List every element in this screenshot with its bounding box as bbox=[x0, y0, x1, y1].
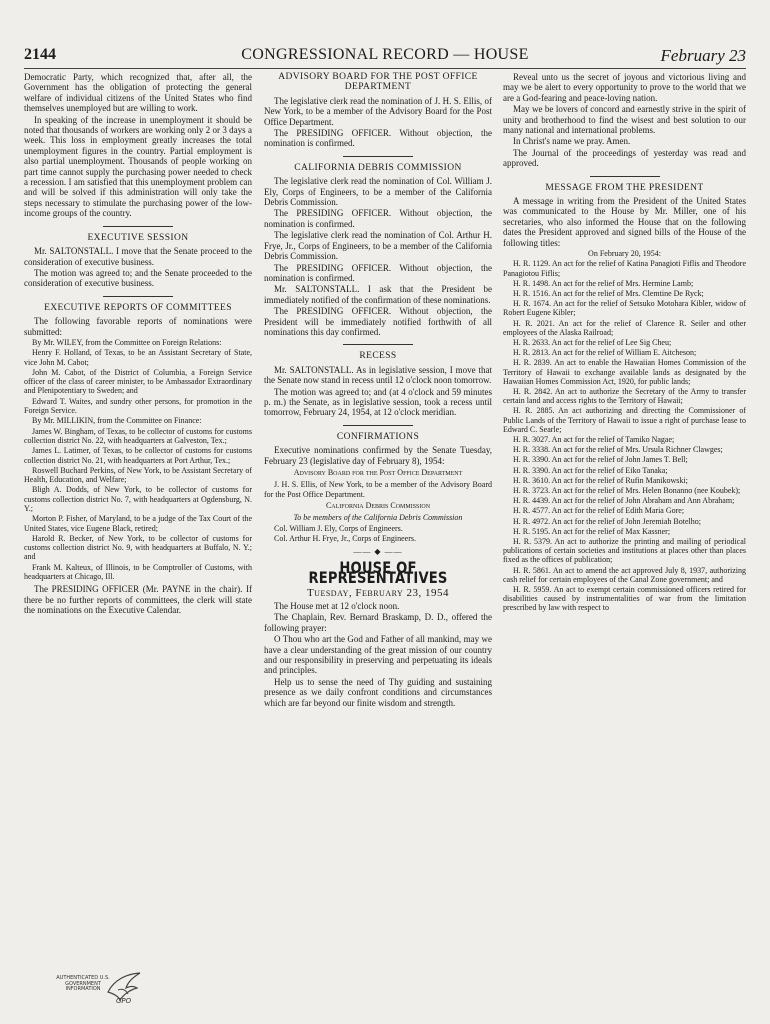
bill-item: H. R. 3610. An act for the relief of Rufin Manikowski; bbox=[513, 475, 688, 485]
column-left bbox=[24, 72, 252, 964]
bill-item: H. R. 2633. An act for the relief of Lee Sig Cheu; bbox=[513, 337, 672, 347]
bill-item: H. R. 1516. An act for the relief of Mrs. Clemtine De Ryck; bbox=[513, 288, 704, 298]
bills-list bbox=[503, 249, 746, 613]
column-middle bbox=[264, 72, 492, 964]
paragraph: The legislative clerk read the nomination of Col. William J. Ely, Corps of Engineers, to be a member of the California Debris Commission. bbox=[264, 176, 492, 208]
paragraph: The legislative clerk read the nomination of Col. Arthur H. Frye, Jr., Corps of Engineers, to be a member of the California Debris Commission. bbox=[264, 230, 492, 262]
bills-date: On February 20, 1954: bbox=[588, 249, 661, 259]
paragraph: Help us to sense the need of Thy guiding and sustaining presence as we daily confront conditions and circumstances which are far beyond our finite wisdom and strength. bbox=[264, 676, 492, 708]
page-number: 2144 bbox=[24, 46, 56, 63]
confirmation-subheading: California Debris Commission bbox=[325, 501, 431, 510]
nomination-item: John M. Cabot, of the District of Columbia, a Foreign Service officer of the class of career minister, to be Ambassador Extraordinary and Plenipotentiary to Sweden; and bbox=[24, 367, 252, 396]
nomination-item: James L. Latimer, of Texas, to be collector of customs for customs collection district No. 21, with headquarters at Port Arthur, Tex.; bbox=[24, 446, 252, 465]
section-heading: EXECUTIVE REPORTS OF COMMITTEES bbox=[44, 302, 232, 313]
paragraph: The motion was agreed to; and (at 4 o'clock and 59 minutes p. m.) the Senate, as in legislative session, took a recess until tomorrow, February 24, 1954, at 12 o'clock meridian. bbox=[264, 386, 492, 418]
bill-item: H. R. 3027. An act for the relief of Tamiko Nagae; bbox=[513, 434, 675, 444]
section-divider bbox=[590, 176, 660, 177]
paragraph: Reveal unto us the secret of joyous and victorious living and may we be alert to every opportunity to prove to the world that we are a God-fearing and peace-loving nation. bbox=[503, 72, 746, 103]
bill-item: H. R. 1674. An act for the relief of Setsuko Motohara Kibler, widow of Robert Eugene Kibler; bbox=[503, 299, 746, 318]
nomination-item: James W. Bingham, of Texas, to be collector of customs for customs collection district No. 22, with headquarters at Galveston, Tex.; bbox=[24, 426, 252, 445]
ornament-divider: —— ◆ —— bbox=[353, 547, 403, 557]
nomination-item: Roswell Buchard Perkins, of New York, to be Assistant Secretary of Health, Education, and Welfare; bbox=[24, 465, 252, 485]
confirmation-item: Col. Arthur H. Frye, Jr., Corps of Engineers. bbox=[274, 534, 416, 543]
bill-item: H. R. 2813. An act for the relief of William E. Aitcheson; bbox=[513, 348, 697, 358]
nominations-list bbox=[24, 338, 252, 581]
paragraph: The motion was agreed to; and the Senate proceeded to the consideration of executive business. bbox=[24, 267, 252, 289]
paragraph: The House met at 12 o'clock noon. bbox=[274, 600, 400, 611]
paragraph: The PRESIDING OFFICER. Without objection, the nomination is confirmed. bbox=[264, 262, 492, 283]
bill-item: H. R. 2839. An act to enable the Hawaiian Homes Commission of the Territory of Hawaii to exchange available lands as designated by the Hawaiian Homes Commission Act, 1920, for public lands; bbox=[503, 358, 746, 386]
nomination-item: By Mr. WILEY, from the Committee on Foreign Relations: bbox=[32, 337, 222, 347]
bill-item: H. R. 3390. An act for the relief of John James T. Bell; bbox=[513, 455, 688, 465]
house-title: HOUSE OF REPRESENTATIVES bbox=[308, 557, 448, 588]
section-divider bbox=[343, 344, 413, 345]
paragraph: The PRESIDING OFFICER. Without objection, the nomination is confirmed. bbox=[264, 128, 492, 149]
section-heading: CALIFORNIA DEBRIS COMMISSION bbox=[294, 162, 462, 173]
section-heading: EXECUTIVE SESSION bbox=[87, 232, 189, 243]
bill-item: H. R. 3723. An act for the relief of Mrs. Helen Bonanno (nee Koubek); bbox=[513, 485, 741, 495]
gpo-authentication-seal bbox=[54, 970, 144, 1010]
paragraph: In Christ's name we pray. Amen. bbox=[513, 136, 631, 147]
bill-item: H. R. 5959. An act to exempt certain commissioned officers retired for disabilities caused by instrumentalities of war from the limitation prescribed by law with respect to bbox=[503, 585, 746, 613]
confirmation-subheading: Advisory Board for the Post Office Department bbox=[293, 468, 463, 477]
house-date: Tuesday, February 23, 1954 bbox=[306, 586, 450, 599]
gpo-mark: GPO bbox=[116, 997, 132, 1005]
confirmation-subheading-italic: To be members of the California Debris Commission bbox=[293, 513, 463, 523]
page-header bbox=[24, 44, 746, 69]
paragraph: The following favorable reports of nominations were submitted: bbox=[24, 316, 252, 337]
paragraph: O Thou who art the God and Father of all mankind, may we have a clear understanding of the great mission of our country and our responsibility in preserving and perpetuating its ideals and principles. bbox=[264, 634, 492, 676]
section-divider bbox=[343, 156, 413, 157]
bill-item: H. R. 2885. An act authorizing and directing the Commissioner of Public Lands of the Territory of Hawaii to issue a right of purchase lease to Edward C. Searle; bbox=[503, 406, 746, 434]
paragraph: A message in writing from the President of the United States was communicated to the House by Mr. Miller, one of his secretaries, who also informed the House that on the following dates the President approved and signed bills of the House of the following titles: bbox=[503, 196, 746, 248]
paragraph: Mr. SALTONSTALL. I move that the Senate proceed to the consideration of executive business. bbox=[24, 246, 252, 267]
nomination-item: By Mr. MILLIKIN, from the Committee on Finance: bbox=[32, 416, 202, 426]
nomination-item: Henry F. Holland, of Texas, to be an Assistant Secretary of State, vice John M. Cabot; bbox=[24, 348, 252, 367]
nomination-item: Frank M. Kalteux, of Illinois, to be Comptroller of Customs, with headquarters at Chicago, Ill. bbox=[24, 562, 252, 582]
nomination-item: Morton P. Fisher, of Maryland, to be a judge of the Tax Court of the United States, vice Eugene Black, retired; bbox=[24, 514, 252, 533]
section-heading: CONFIRMATIONS bbox=[336, 431, 420, 442]
section-heading: MESSAGE FROM THE PRESIDENT bbox=[545, 182, 704, 193]
section-heading: ADVISORY BOARD FOR THE POST OFFICE DEPARTMENT bbox=[278, 72, 478, 93]
paragraph: May we be lovers of concord and earnestly strive in the spirit of unity and brotherhood to find the wisest and best solution to our many national and international problems. bbox=[503, 104, 746, 136]
section-heading: RECESS bbox=[359, 351, 397, 362]
bill-item: H. R. 5195. An act for the relief of Max Kassner; bbox=[513, 526, 671, 536]
paragraph: In speaking of the increase in unemployment it should be noted that thousands of workers are working only 2 or 3 days a week. This loss in employment greatly increases the total unemployment figures in the country. Partial employment is also partial unemployment. Thousands of people working on part time cannot supply the purchasing power needed to check a recession. I am satisfied that this unemployment problem can and will be solved if this administration will only take the steps necessary to stimulate the purchasing power of the low-income groups of the country. bbox=[24, 114, 252, 219]
paragraph: Mr. SALTONSTALL. As in legislative session, I move that the Senate now stand in recess until 12 o'clock noon tomorrow. bbox=[264, 364, 492, 386]
bill-item: H. R. 4577. An act for the relief of Edith Maria Gore; bbox=[513, 506, 685, 516]
bill-item: H. R. 2842. An act to authorize the Secretary of the Army to transfer certain land and access rights to the Territory of Hawaii; bbox=[503, 386, 746, 406]
column-right bbox=[503, 72, 746, 964]
header-date: February 23 bbox=[660, 46, 746, 65]
paragraph: Executive nominations confirmed by the Senate Tuesday, February 23 (legislative day of February 8), 1954: bbox=[264, 445, 492, 466]
bill-item: H. R. 4439. An act for the relief of John Abraham and Ann Abraham; bbox=[513, 496, 735, 506]
paragraph: The Chaplain, Rev. Bernard Braskamp, D. D., offered the following prayer: bbox=[264, 612, 492, 633]
nomination-item: Bligh A. Dodds, of New York, to be collector of customs for customs collection district No. 7, with headquarters at Ogdensburg, N. Y.; bbox=[24, 485, 252, 513]
confirmation-item: J. H. S. Ellis, of New York, to be a member of the Advisory Board for the Post Office Department. bbox=[264, 480, 492, 499]
confirmation-item: Col. William J. Ely, Corps of Engineers. bbox=[274, 523, 403, 533]
paragraph: The PRESIDING OFFICER. Without objection, the nomination is confirmed. bbox=[264, 208, 492, 229]
bill-item: H. R. 5861. An act to amend the act approved July 8, 1937, authorizing cash relief for certain employees of the Canal Zone government; and bbox=[503, 565, 746, 584]
nomination-item: Edward T. Waites, and sundry other persons, for promotion in the Foreign Service. bbox=[24, 396, 252, 416]
paragraph: Democratic Party, which recognized that, after all, the Government has the obligation of protecting the general welfare of individual citizens of the United States who find themselves unemployed but are willing to work. bbox=[24, 72, 252, 114]
bill-item: H. R. 3338. An act for the relief of Mrs. Ursula Richner Clawges; bbox=[513, 445, 723, 455]
bill-item: H. R. 5379. An act to authorize the printing and mailing of periodical publications of certain societies and institutions at places other than places fixed as the offices of publication; bbox=[503, 536, 746, 565]
section-divider bbox=[343, 425, 413, 426]
paragraph: The PRESIDING OFFICER (Mr. PAYNE in the chair). If there be no further reports of committees, the clerk will state the nominations on the Executive Calendar. bbox=[24, 584, 252, 616]
paragraph: The Journal of the proceedings of yesterday was read and approved. bbox=[503, 147, 746, 169]
bill-item: H. R. 1498. An act for the relief of Mrs. Hermine Lamb; bbox=[513, 278, 694, 288]
paragraph: Mr. SALTONSTALL. I ask that the President be immediately notified of the confirmation of these nominations. bbox=[264, 284, 492, 305]
paragraph: The legislative clerk read the nomination of J. H. S. Ellis, of New York, to be a member of the Advisory Board for the Post Office Department. bbox=[264, 95, 492, 127]
nomination-item: Harold R. Becker, of New York, to be collector of customs for customs collection district No. 9, with headquarters at Buffalo, N. Y.; and bbox=[24, 533, 252, 562]
section-divider bbox=[103, 226, 173, 227]
section-divider bbox=[103, 296, 173, 297]
paragraph: The PRESIDING OFFICER. Without objection, the President will be immediately notified forthwith of all nominations this day confirmed. bbox=[264, 306, 492, 337]
bill-item: H. R. 2021. An act for the relief of Clarence R. Seiler and other employees of the Alaska Railroad; bbox=[503, 318, 746, 337]
publication-title: CONGRESSIONAL RECORD — HOUSE bbox=[241, 46, 529, 63]
bill-item: H. R. 1129. An act for the relief of Katina Panagioti Fiflis and Theodore Panagiotou Fiflis; bbox=[503, 259, 746, 278]
bill-item: H. R. 4972. An act for the relief of John Jeremiah Botelho; bbox=[513, 516, 701, 526]
gpo-seal-text: AUTHENTICATED U.S. GOVERNMENT INFORMATION bbox=[56, 975, 110, 993]
bill-item: H. R. 3390. An act for the relief of Eiko Tanaka; bbox=[513, 465, 668, 475]
